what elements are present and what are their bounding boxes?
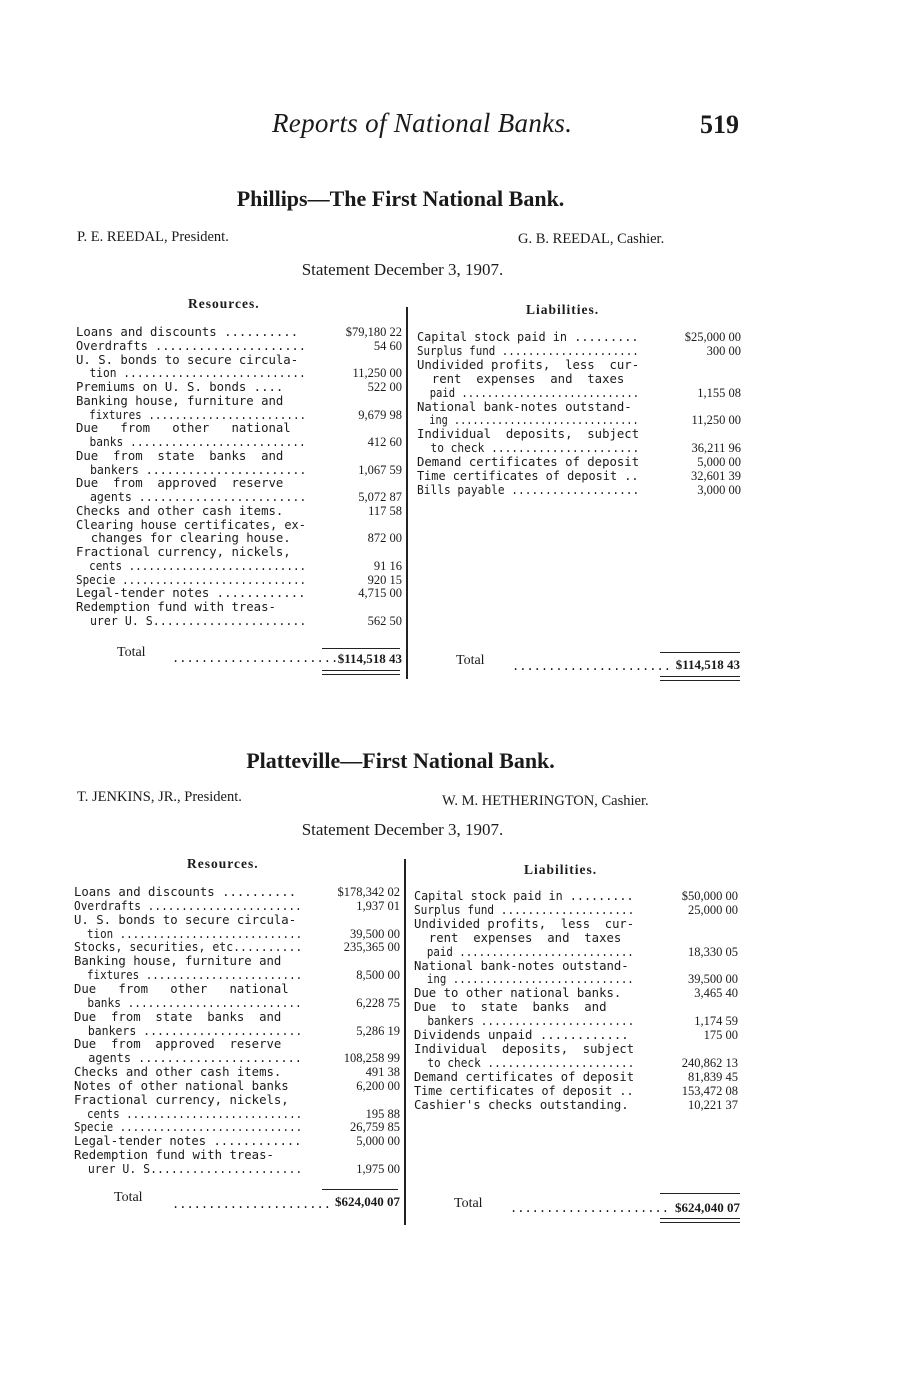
line-item-label: Checks and other cash items.	[74, 1065, 282, 1080]
line-item-label: Loans and discounts ..........	[74, 885, 297, 899]
line-item-label: to check ......................	[414, 1055, 635, 1070]
line-item-amount: 300 00	[706, 343, 741, 358]
line-item-label: agents .......................	[74, 1051, 302, 1066]
resources-total-amount: $114,518 43	[337, 651, 402, 666]
liabilities-total-rule	[660, 652, 740, 653]
line-item-amount: 240,862 13	[681, 1055, 738, 1070]
president-name: T. JENKINS, JR., President.	[77, 789, 242, 805]
line-item-amount: 872 00	[367, 531, 402, 546]
line-item-label: Demand certificates of deposit	[417, 455, 640, 470]
line-item-amount: 39,500 00	[350, 926, 400, 941]
line-item-amount: $50,000 00	[681, 889, 738, 903]
line-item-amount: 5,000 00	[697, 455, 741, 470]
liabilities-heading: Liabilities.	[524, 862, 598, 877]
line-item-label: fixtures ........................	[76, 407, 307, 422]
line-item-label: fixtures ........................	[74, 968, 303, 983]
line-item-label: Capital stock paid in .........	[414, 889, 634, 903]
line-item-label: rent expenses and taxes	[414, 930, 622, 945]
line-item-amount: 8,500 00	[356, 968, 400, 983]
running-title: Reports of National Banks.	[272, 108, 573, 138]
line-item-amount: 5,072 87	[358, 490, 402, 504]
line-item-label: agents ........................	[76, 490, 307, 504]
line-item-label: Fractional currency, nickels,	[76, 545, 291, 559]
line-item-label: tion ............................	[74, 926, 303, 941]
line-item-label: Demand certificates of deposit	[414, 1069, 635, 1084]
line-item-amount: 1,937 01	[356, 898, 400, 913]
line-item-label: Legal-tender notes ............	[74, 1134, 302, 1149]
line-item-amount: 1,975 00	[356, 1162, 400, 1176]
line-item-amount: $178,342 02	[337, 885, 400, 899]
line-item-label: Due from other national	[76, 421, 291, 436]
line-item-label: Redemption fund with treas-	[74, 1148, 274, 1163]
liabilities-total-label: Total	[454, 1196, 483, 1211]
line-item-label: Loans and discounts ..........	[76, 325, 299, 339]
line-item-amount: $25,000 00	[684, 330, 741, 344]
liabilities-total-label: Total	[456, 653, 485, 668]
liabilities-total-double-rule	[660, 676, 740, 677]
liabilities-total-rule	[660, 1193, 740, 1194]
line-item-label: Surplus fund ....................	[414, 902, 635, 917]
line-item-label: Checks and other cash items.	[76, 503, 284, 518]
line-item-amount: 491 38	[365, 1065, 400, 1080]
line-item-label: Specie ............................	[74, 1120, 303, 1135]
resources-total-amount: $624,040 07	[335, 1194, 400, 1209]
line-item-label: Undivided profits, less cur-	[417, 357, 640, 372]
line-item-label: banks ..........................	[74, 995, 302, 1010]
line-item-label: bankers .......................	[76, 462, 307, 477]
line-item-amount: 18,330 05	[688, 944, 738, 959]
line-item-label: Stocks, securities, etc..........	[74, 940, 303, 955]
line-item-label: Undivided profits, less cur-	[414, 916, 635, 931]
line-item-label: Capital stock paid in .........	[417, 330, 639, 344]
resources-total-rule	[322, 1189, 398, 1190]
line-item-label: cents ...........................	[74, 1106, 303, 1121]
line-item-amount: 175 00	[703, 1028, 738, 1042]
line-item-amount: 32,601 39	[691, 469, 741, 483]
line-item-amount: 10,221 37	[688, 1097, 738, 1112]
line-item-label: Due from approved reserve	[74, 1037, 282, 1052]
line-item-label: Bills payable ...................	[417, 482, 640, 497]
line-item-label: Individual deposits, subject	[414, 1041, 635, 1056]
line-item-amount: 36,211 96	[691, 441, 741, 456]
line-item-label: urer U. S......................	[74, 1162, 303, 1176]
resources-total-double-rule	[322, 670, 400, 671]
line-item-label: Due to other national banks.	[414, 986, 622, 1001]
line-item-label: Dividends unpaid ............	[414, 1028, 629, 1042]
line-item-amount: 195 88	[365, 1106, 400, 1121]
cashier-name: G. B. REEDAL, Cashier.	[518, 231, 665, 247]
statement-date: Statement December 3, 1907.	[301, 820, 504, 839]
line-item-amount: $79,180 22	[345, 325, 402, 339]
line-item-label: changes for clearing house.	[76, 531, 291, 546]
line-item-label: Overdrafts .....................	[76, 338, 306, 353]
line-item-amount: 1,174 59	[694, 1014, 738, 1029]
line-item-label: Surplus fund .....................	[417, 343, 639, 358]
line-item-amount: 91 16	[373, 558, 402, 573]
line-item-label: banks ..........................	[76, 435, 306, 449]
line-item-amount: 412 60	[367, 435, 402, 449]
line-item-label: urer U. S......................	[76, 613, 307, 628]
line-item-label: bankers .......................	[74, 1023, 303, 1038]
bank-title: Phillips—The First National Bank.	[236, 186, 565, 211]
line-item-amount: 4,715 00	[358, 586, 402, 601]
line-item-amount: 39,500 00	[688, 972, 738, 987]
line-item-label: bankers .......................	[414, 1014, 635, 1029]
line-item-amount: 522 00	[367, 380, 402, 394]
line-item-label: Individual deposits, subject	[417, 427, 640, 442]
line-item-label: Notes of other national banks	[74, 1078, 289, 1093]
page-number: 519	[700, 110, 739, 139]
statement-date: Statement December 3, 1907.	[301, 260, 504, 279]
line-item-amount: 25,000 00	[688, 902, 738, 917]
line-item-amount: 1,067 59	[358, 462, 402, 477]
resources-total-label: Total	[114, 1190, 143, 1205]
line-item-label: Due from state banks and	[76, 448, 284, 463]
line-item-label: ing ............................	[414, 972, 634, 987]
line-item-amount: 117 58	[368, 503, 402, 518]
bank-title: Platteville—First National Bank.	[246, 748, 555, 773]
cashier-name: W. M. HETHERINGTON, Cashier.	[442, 793, 649, 809]
line-item-amount: 5,286 19	[356, 1023, 400, 1038]
line-item-label: Due to state banks and	[414, 1000, 607, 1015]
line-item-label: to check ......................	[417, 441, 640, 456]
resources-total-double-rule-2	[322, 674, 400, 675]
line-item-label: Banking house, furniture and	[74, 954, 282, 969]
line-item-amount: 11,250 00	[352, 366, 402, 381]
resources-heading: Resources.	[187, 856, 259, 871]
line-item-amount: 5,000 00	[356, 1134, 400, 1149]
line-item-label: U. S. bonds to secure circula-	[74, 912, 297, 927]
liabilities-total-amount: $624,040 07	[675, 1200, 740, 1215]
president-name: P. E. REEDAL, President.	[77, 229, 229, 245]
liabilities-heading: Liabilities.	[526, 302, 600, 317]
line-item-amount: 108,258 99	[343, 1051, 400, 1066]
line-item-label: Banking house, furniture and	[76, 393, 284, 408]
line-item-label: paid ...........................	[414, 944, 634, 959]
line-item-amount: 81,839 45	[688, 1069, 738, 1084]
liabilities-total-leader: ......................	[512, 659, 671, 673]
line-item-label: Due from approved reserve	[76, 476, 284, 491]
resources-total-label: Total	[117, 645, 146, 660]
line-item-label: Specie ............................	[76, 572, 307, 587]
line-item-amount: 6,228 75	[356, 995, 400, 1010]
line-item-label: Fractional currency, nickels,	[74, 1092, 289, 1107]
liabilities-total-leader: ......................	[510, 1201, 669, 1215]
line-item-label: National bank-notes outstand-	[414, 958, 629, 973]
line-item-amount: 153,472 08	[681, 1083, 738, 1098]
line-item-label: Overdrafts .......................	[74, 898, 302, 913]
resources-total-leader: .......................	[172, 651, 339, 665]
line-item-amount: 9,679 98	[358, 407, 402, 422]
line-item-label: Clearing house certificates, ex-	[76, 517, 306, 532]
line-item-amount: 562 50	[367, 613, 402, 628]
line-item-amount: 235,365 00	[343, 940, 400, 955]
line-item-label: Cashier's checks outstanding.	[414, 1097, 629, 1112]
line-item-amount: 54 60	[373, 338, 402, 353]
line-item-amount: 26,759 85	[350, 1120, 400, 1135]
line-item-label: Time certificates of deposit ..	[414, 1083, 634, 1098]
liabilities-total-amount: $114,518 43	[675, 657, 740, 672]
line-item-label: National bank-notes outstand-	[417, 399, 632, 414]
column-divider	[406, 307, 408, 679]
liabilities-total-double-rule-2	[660, 680, 740, 681]
line-item-label: ing ..............................	[417, 413, 639, 428]
line-item-amount: 3,465 40	[694, 986, 738, 1001]
line-item-label: Due from state banks and	[74, 1009, 282, 1024]
line-item-label: rent expenses and taxes	[417, 371, 625, 386]
line-item-label: paid ............................	[417, 385, 640, 400]
resources-total-rule	[322, 648, 400, 649]
line-item-amount: 3,000 00	[697, 482, 741, 497]
line-item-label: Time certificates of deposit ..	[417, 469, 639, 483]
line-item-label: Premiums on U. S. bonds ....	[76, 380, 284, 394]
resources-total-leader: ......................	[172, 1197, 331, 1211]
line-item-label: Redemption fund with treas-	[76, 600, 276, 614]
line-item-amount: 11,250 00	[691, 413, 741, 428]
line-item-label: Legal-tender notes ............	[76, 586, 306, 601]
line-item-label: U. S. bonds to secure circula-	[76, 352, 299, 367]
line-item-amount: 1,155 08	[697, 385, 741, 400]
column-divider	[404, 859, 406, 1225]
liabilities-total-double-rule	[660, 1218, 740, 1219]
liabilities-total-double-rule-2	[660, 1222, 740, 1223]
line-item-amount: 6,200 00	[356, 1078, 400, 1093]
line-item-label: tion ...........................	[76, 366, 306, 381]
line-item-label: Due from other national	[74, 981, 289, 996]
line-item-amount: 920 15	[367, 572, 402, 587]
line-item-label: cents ...........................	[76, 558, 307, 573]
resources-heading: Resources.	[188, 296, 260, 311]
